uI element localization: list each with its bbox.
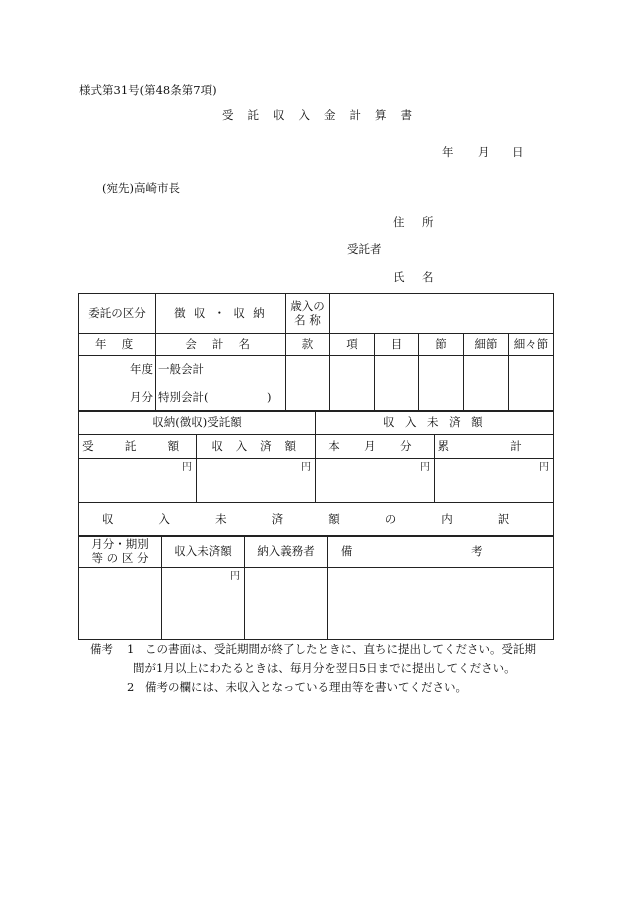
breakdown-title: 収 入 未 済 額 の 内 訳 — [79, 503, 554, 537]
col-cumulative: 累 計 — [435, 435, 554, 459]
fiscal-year-cell[interactable] — [79, 356, 156, 412]
period-field[interactable] — [79, 568, 162, 640]
revenue-name-label: 歳入の 名 称 — [286, 294, 330, 334]
obligor-field[interactable] — [245, 568, 328, 640]
revenue-info-table — [78, 293, 554, 412]
general-account: 一般会計 — [158, 362, 204, 376]
this-month-amount-field[interactable]: 円 — [316, 459, 435, 503]
account-name-cell[interactable] — [156, 356, 286, 412]
name-label: 氏 名 — [393, 270, 441, 284]
kou-cell[interactable] — [330, 356, 375, 412]
saisetsu-cell[interactable] — [464, 356, 509, 412]
kan-cell[interactable] — [286, 356, 330, 412]
breakdown-table — [78, 535, 554, 640]
col-obligor: 納入義務者 — [245, 536, 328, 568]
fiscal-year-unit: 年度 — [130, 362, 153, 376]
col-collected: 収 入 済 額 — [197, 435, 316, 459]
col-entrusted: 受 託 額 — [79, 435, 197, 459]
col-remarks: 備 考 — [328, 536, 554, 568]
entrust-category-label: 委託の区分 — [79, 294, 156, 334]
document-title: 受 託 収 入 金 計 算 書 — [222, 108, 418, 122]
amount-table — [78, 410, 554, 537]
entrusted-amount-field[interactable]: 円 — [79, 459, 197, 503]
note1-line1: この書面は、受託期間が終了したときに、直ちに提出してください。受託期 — [145, 642, 536, 656]
trustee-label: 受託者 — [347, 242, 382, 256]
breakdown-uncollected-field[interactable]: 円 — [162, 568, 245, 640]
header-saisetsu: 細節 — [464, 334, 509, 356]
header-fiscal-year: 年 度 — [79, 334, 156, 356]
header-setsu: 節 — [419, 334, 464, 356]
revenue-name-field[interactable] — [330, 294, 554, 334]
header-saisaisetsu: 細々節 — [509, 334, 554, 356]
address-label: 住 所 — [393, 215, 441, 229]
special-account: 特別会計( — [158, 390, 209, 404]
note2-number: 2 — [127, 680, 135, 694]
section-uncollected-amount: 収 入 未 済 額 — [316, 411, 554, 435]
header-kan: 款 — [286, 334, 330, 356]
setsu-cell[interactable] — [419, 356, 464, 412]
col-uncollected: 収入未済額 — [162, 536, 245, 568]
saisaisetsu-cell[interactable] — [509, 356, 554, 412]
cumulative-amount-field[interactable]: 円 — [435, 459, 554, 503]
date-month-label: 月 — [478, 145, 490, 159]
moku-cell[interactable] — [375, 356, 419, 412]
col-period: 月分・期別 等 の 区 分 — [79, 536, 162, 568]
section-entrusted-amount: 収納(徴収)受託額 — [79, 411, 316, 435]
date-year-label: 年 — [442, 145, 454, 159]
header-moku: 目 — [375, 334, 419, 356]
notes-label: 備考 — [90, 642, 113, 656]
month-unit: 月分 — [130, 390, 153, 404]
collected-amount-field[interactable]: 円 — [197, 459, 316, 503]
note2-text: 備考の欄には、未収入となっている理由等を書いてください。 — [145, 680, 467, 694]
note1-number: 1 — [127, 642, 135, 656]
col-this-month: 本 月 分 — [316, 435, 435, 459]
addressee: (宛先)高崎市長 — [102, 181, 180, 195]
note1-line2: 間が1月以上にわたるときは、毎月分を翌日5日までに提出してください。 — [133, 661, 516, 675]
header-kou: 項 — [330, 334, 375, 356]
special-account-close: ) — [267, 390, 272, 404]
form-number: 様式第31号(第48条第7項) — [79, 83, 217, 97]
date-day-label: 日 — [512, 145, 524, 159]
remarks-field[interactable] — [328, 568, 554, 640]
header-account-name: 会 計 名 — [156, 334, 286, 356]
entrust-category-value: 徴 収 ・ 収 納 — [156, 294, 286, 334]
